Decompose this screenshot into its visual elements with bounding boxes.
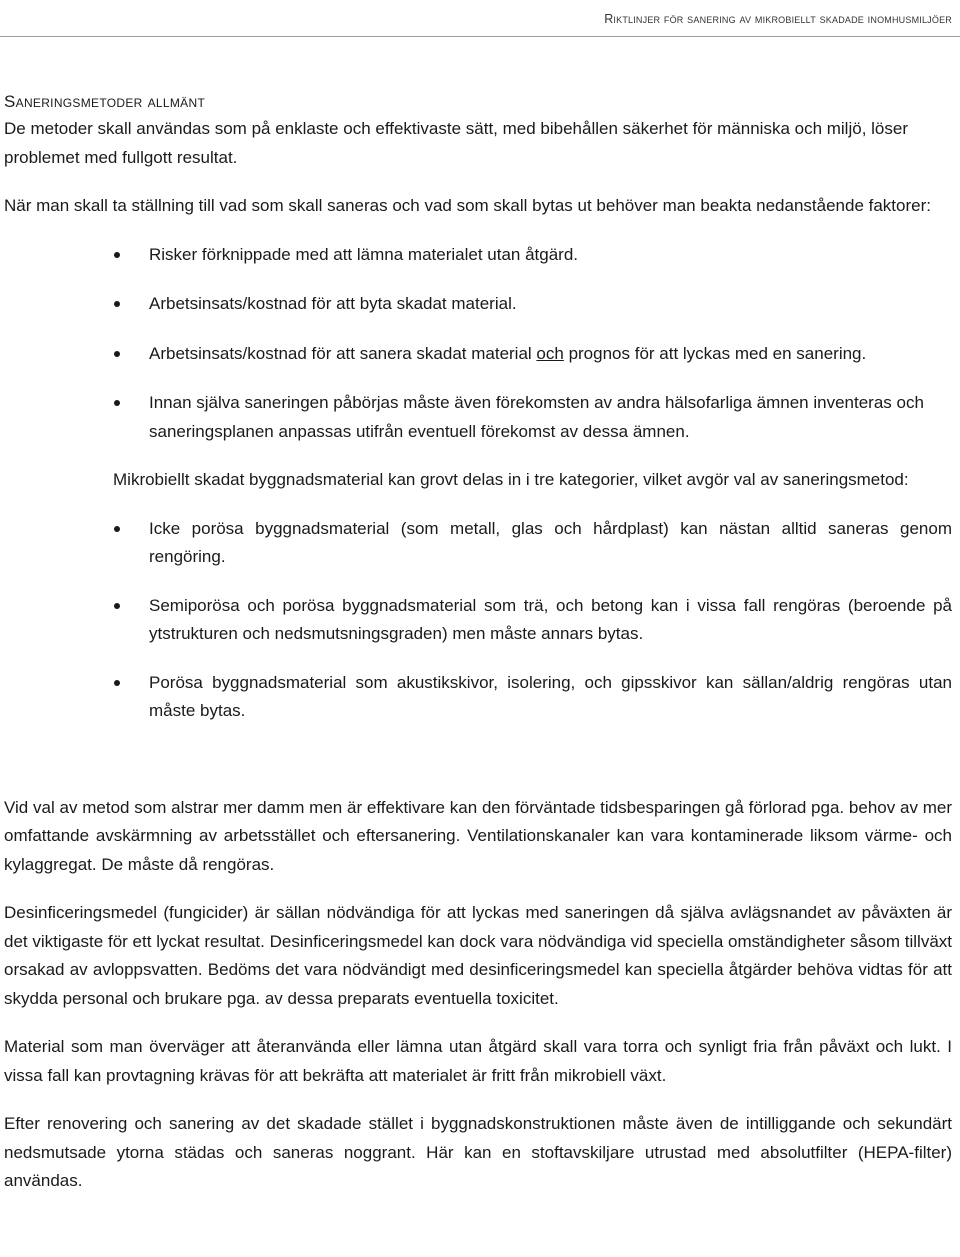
categories-list [4,515,952,726]
bullet-icon [114,400,120,406]
list-item [4,669,952,726]
list-item [4,592,952,649]
bullet-icon [114,252,120,258]
list-item-text-after: prognos för att lyckas med en sanering. [563,343,867,363]
bullet-icon [114,680,120,686]
categories-lead-paragraph: Mikrobiellt skadat byggnadsmaterial kan grovt delas in i tre kategorier, vilket avgör val av saneringsmetod: [113,470,909,489]
underlined-word: och [536,343,564,363]
list-item-text: Icke porösa byggnadsmaterial (som metall, glas och hårdplast) kan nästan alltid saneras genom rengöring. [149,518,952,566]
list-item-text: Arbetsinsats/kostnad för att byta skadat material. [149,294,517,313]
list-item-text: Porösa byggnadsmaterial som akustikskivor, isolering, och gipsskivor kan sällan/aldrig rengöras utan måste bytas. [149,672,952,720]
intro-paragraph: De metoder skall användas som på enklaste och effektivaste sätt, med bibehållen säkerhet för människa och miljö, löser problemet med fullgott resultat. [4,119,908,167]
bullet-icon [114,603,120,609]
body-paragraph: Efter renovering och sanering av det skadade stället i byggnadskonstruktionen måste även de intilliggande och sekundärt nedsmutsade ytorna städas och saneras noggrant. Här kan en stoftavskiljare utrustad med absolutfilter (HEPA-filter) användas. [4,1114,952,1190]
list-item-text: Risker förknippade med att lämna materialet utan åtgärd. [149,244,579,264]
body-paragraph: Material som man överväger att återanvända eller lämna utan åtgärd skall vara torra och synligt fria från påväxt och lukt. I vissa fall kan provtagning krävas för att bekräfta att materialet är fritt från mikrobiell växt. [4,1037,952,1085]
list-item [4,241,952,270]
document-body [4,90,952,1196]
body-paragraph: Desinficeringsmedel (fungicider) är sällan nödvändiga för att lyckas med saneringen då själva avlägsnandet av påväxten är det viktigaste för ett lyckat resultat. Desinficeringsmedel kan dock vara nödvändiga vid speciella omständigheter såsom tillväxt orsakad av avloppsvatten. Bedöms det vara nödvändigt med desinficeringsmedel kan speciella åtgärder behöva vidtas för att skydda personal och brukare pga. av dessa preparats eventuella toxicitet. [4,903,952,1008]
factors-lead-paragraph: När man skall ta ställning till vad som skall saneras och vad som skall bytas ut behöver man beakta nedanstående faktorer: [4,196,931,215]
list-item-text-before: Arbetsinsats/kostnad för att sanera skadat material [149,343,537,363]
list-item [4,340,952,369]
header-divider [0,36,960,37]
body-paragraph: Vid val av metod som alstrar mer damm men är effektivare kan den förväntade tidsbesparingen gå förlorad pga. behov av mer omfattande avskärmning av arbetsstället och eftersanering. Ventilationskanaler kan vara kontaminerade liksom värme- och kylaggregat. De måste då rengöras. [4,797,952,874]
list-item [4,515,952,572]
factors-list [4,241,952,447]
list-item-text: Semiporösa och porösa byggnadsmaterial som trä, och betong kan i vissa fall rengöras (beroende på ytstrukturen och nedsmutsningsgraden) men måste annars bytas. [149,595,952,643]
running-header: Riktlinjer för sanering av mikrobiellt skadade inomhusmiljöer [604,12,952,26]
bullet-icon [114,526,120,532]
bullet-icon [114,301,120,307]
bullet-icon [114,351,120,357]
list-item [4,290,952,319]
list-item [4,389,952,446]
list-item-text: Innan själva saneringen påbörjas måste även förekomsten av andra hälsofarliga ämnen inventeras och saneringsplanen anpassas utifrån eventuell förekomst av dessa ämnen. [149,393,924,441]
section-heading: Saneringsmetoder allmänt [4,92,206,111]
